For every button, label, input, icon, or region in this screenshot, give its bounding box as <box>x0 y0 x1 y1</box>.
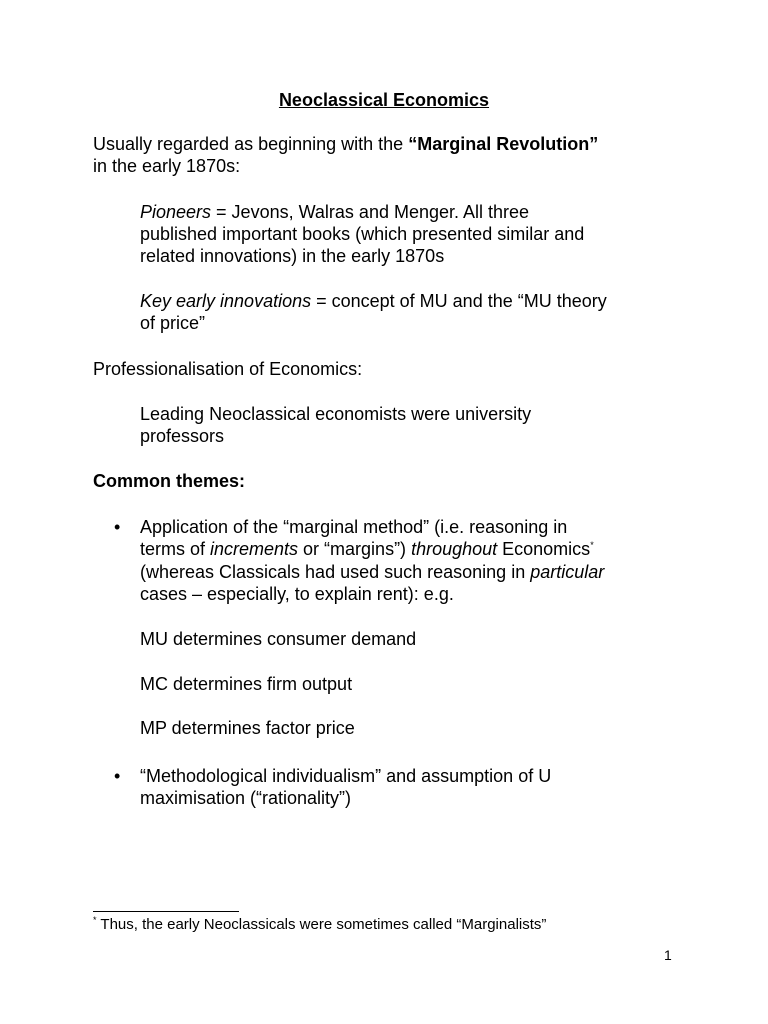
bullet-1-line-1: Application of the “marginal method” (i.e. reasoning in <box>140 517 568 537</box>
bullet-2-line-2: maximisation (“rationality”) <box>140 788 352 808</box>
pioneers-line-3: related innovations) in the early 1870s <box>140 246 445 266</box>
increments-emphasis: increments <box>210 539 299 559</box>
particular-emphasis: particular <box>530 562 605 582</box>
pioneers-line-2: published important books (which presented similar and <box>140 224 585 244</box>
page-number: 1 <box>664 947 672 963</box>
bullet-1-line-2: terms of increments or “margins”) throughout Economics* <box>140 539 594 559</box>
pioneers-line-1: Pioneers = Jevons, Walras and Menger. All three <box>140 202 530 222</box>
marginal-revolution-emphasis: “Marginal Revolution” <box>408 134 599 154</box>
footnote-text: Thus, the early Neoclassicals were sometimes called “Marginalists” <box>96 916 547 933</box>
intro-text: Usually regarded as beginning with the <box>93 134 409 154</box>
example-mc: MC determines firm output <box>140 674 353 694</box>
professionalisation-line-1: Leading Neoclassical economists were university <box>140 404 532 424</box>
example-mu: MU determines consumer demand <box>140 629 417 649</box>
example-mp: MP determines factor price <box>140 718 355 738</box>
intro-line-1 <box>93 133 598 155</box>
page-title: Neoclassical Economics <box>278 90 490 110</box>
bullet-1-line-4: cases – especially, to explain rent): e.g. <box>140 584 454 604</box>
professionalisation-line-2: professors <box>140 426 225 446</box>
bullet-2-line-1: “Methodological individualism” and assumption of U <box>140 766 552 786</box>
innovations-label: Key early innovations <box>140 291 312 311</box>
bullet-marker-2: • <box>114 766 121 786</box>
innovations-line-2: of price” <box>140 313 206 333</box>
footnote-reference: * <box>590 540 594 550</box>
bullet-1-line-3: (whereas Classicals had used such reasoning in particular <box>140 562 605 582</box>
innovations-line-1: Key early innovations = concept of MU and the “MU theory <box>140 291 607 311</box>
professionalisation-heading: Professionalisation of Economics: <box>93 359 363 379</box>
footnote <box>93 915 546 935</box>
throughout-emphasis: throughout <box>411 539 498 559</box>
intro-line-2: in the early 1870s: <box>93 156 241 176</box>
common-themes-heading: Common themes: <box>93 471 246 491</box>
bullet-marker-1: • <box>114 517 121 537</box>
pioneers-label: Pioneers <box>140 202 212 222</box>
footnote-separator <box>93 911 239 912</box>
footnote-mark: * <box>93 915 97 925</box>
